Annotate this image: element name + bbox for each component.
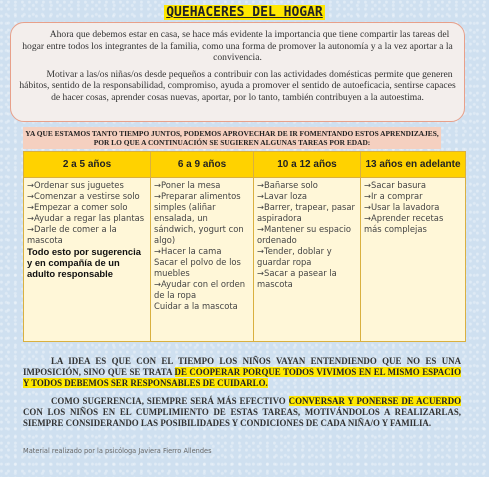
- cell-age-13-plus: [361, 178, 466, 342]
- closing-paragraph-1: [23, 356, 461, 390]
- list-item: →Bañarse solo: [257, 180, 318, 190]
- tasks-table: [23, 151, 466, 342]
- intro-paragraph-2: Motivar a las/os niñas/os desde pequeños a contribuir con las actividades domésticas permite que generen hábitos, sentido de la responsabilidad, compromiso, ayuda a promover el sentido de autoeficacia, sentirse capaces de hacer cosas, aprender cosas nuevas, aportar, por lo tanto, también contribuyen a la autoestima.: [19, 68, 456, 103]
- list-item: →Empezar a comer solo: [27, 202, 128, 212]
- header-age-13-plus: 13 años en adelante: [361, 152, 466, 178]
- header-age-2-5: 2 a 5 años: [24, 152, 151, 178]
- list-item: →Ordenar sus juguetes: [27, 180, 124, 190]
- list-item: →Mantener su espacio ordenado: [257, 224, 352, 245]
- list-item: →Hacer la cama: [154, 246, 222, 256]
- cell-age-10-12: [254, 178, 361, 342]
- list-item: →Tender, doblar y guardar ropa: [257, 246, 332, 267]
- cell-age-6-9: [151, 178, 254, 342]
- list-item: →Darle de comer a la mascota: [27, 224, 117, 245]
- list-item: →Lavar loza: [257, 191, 307, 201]
- list-item: →Ayudar con el orden de la ropa: [154, 279, 246, 300]
- closing-paragraph-2: [23, 396, 461, 430]
- list-item: →Usar la lavadora: [364, 202, 440, 212]
- page-title-wrap: [0, 3, 489, 21]
- header-age-6-9: 6 a 9 años: [151, 152, 254, 178]
- list-item: →Sacar a pasear la mascota: [257, 268, 337, 289]
- list-item: →Comenzar a vestirse solo: [27, 191, 140, 201]
- closing-highlight: CONVERSAR Y PONERSE DE ACUERDO: [288, 395, 462, 406]
- closing-text-plain: COMO SUGERENCIA, SIEMPRE SERÁ MÁS EFECTIVO: [51, 395, 289, 406]
- list-item: →Sacar basura: [364, 180, 427, 190]
- author-credit: Material realizado por la psicóloga Javiera Fierro Allendes: [23, 447, 212, 455]
- closing-text-plain: CON LOS NIÑOS EN EL CUMPLIMIENTO DE ESTAS TAREAS, MOTIVÁNDOLOS A REALIZARLAS, SIEMPRE CONSIDERANDO LAS POSIBILIDADES Y CONDICIONES DE CADA NIÑA/O Y FAMILIA.: [23, 406, 461, 429]
- list-item: →Barrer, trapear, pasar aspiradora: [257, 202, 355, 223]
- list-item: →Ayudar a regar las plantas: [27, 213, 145, 223]
- adult-supervision-note: Todo esto por sugerencia y en compañía de un adulto responsable: [27, 246, 141, 279]
- intro-box: [10, 22, 465, 122]
- list-item: Cuidar a la mascota: [154, 301, 238, 311]
- table-header-row: [24, 152, 466, 178]
- list-item: Sacar el polvo de los muebles: [154, 257, 241, 278]
- list-item: →Ir a comprar: [364, 191, 423, 201]
- closing-highlight: DE COOPERAR PORQUE TODOS VIVIMOS EN EL MISMO ESPACIO Y TODOS DEBEMOS SER RESPONSABLES DE CUIDARLO.: [23, 367, 461, 389]
- intro-paragraph-1: Ahora que debemos estar en casa, se hace más evidente la importancia que tiene compartir las tareas del hogar entre todos los integrantes de la familia, como una forma de promover la autonomía y a la vez aportar a la convivencia.: [22, 29, 453, 64]
- list-item: →Poner la mesa: [154, 180, 221, 190]
- closing-text: [23, 356, 461, 435]
- page-title: QUEHACERES DEL HOGAR: [166, 5, 323, 20]
- list-item: →Aprender recetas más complejas: [364, 213, 444, 234]
- closing-text-plain: LA IDEA ES QUE CON EL TIEMPO LOS NIÑOS VAYAN ENTENDIENDO QUE NO ES UNA IMPOSICIÓN, SINO QUE SE TRATA: [23, 356, 461, 378]
- list-item: →Preparar alimentos simples (aliñar ensalada, un sándwich, yogurt con algo): [154, 191, 244, 245]
- table-row: [24, 178, 466, 342]
- suggestion-band: YA QUE ESTAMOS TANTO TIEMPO JUNTOS, PODEMOS APROVECHAR DE IR FOMENTANDO ESTOS APRENDIZAJES, POR LO QUE A CONTINUACIÓN SE SUGIEREN ALGUNAS TAREAS POR EDAD:: [23, 127, 441, 149]
- header-age-10-12: 10 a 12 años: [254, 152, 361, 178]
- cell-age-2-5: [24, 178, 151, 342]
